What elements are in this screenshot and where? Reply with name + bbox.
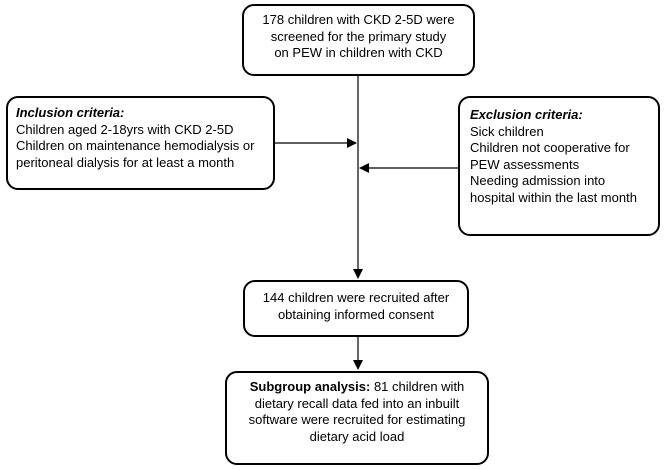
inclusion-line-2: Children on maintenance hemodialysis or [16, 138, 255, 153]
exclusion-heading: Exclusion criteria: [470, 107, 583, 122]
screened-line-3: on PEW in children with CKD [274, 45, 443, 60]
exclusion-criteria-box [458, 96, 660, 236]
exclusion-line-2: Children not cooperative for [470, 140, 630, 155]
inclusion-line-1: Children aged 2-18yrs with CKD 2-5D [16, 121, 234, 137]
exclusion-line-4: Needing admission into [470, 173, 606, 188]
screened-box [242, 4, 475, 76]
exclusion-line-5: hospital within the last month [470, 189, 637, 205]
subgroup-heading: Subgroup analysis: [249, 379, 371, 394]
recruited-box [243, 280, 469, 337]
exclusion-line-3: PEW assessments [470, 156, 580, 172]
subgroup-line-4: dietary acid load [309, 428, 405, 444]
subgroup-analysis-box [225, 371, 489, 465]
exclusion-line-1: Sick children [470, 123, 544, 139]
screened-line-1: 178 children with CKD 2-5D were [262, 12, 455, 27]
inclusion-criteria-box [6, 96, 275, 190]
inclusion-heading: Inclusion criteria: [16, 105, 125, 120]
subgroup-line-3: software were recruited for estimating [248, 412, 466, 427]
subgroup-line-1-rest: 81 children with [370, 379, 465, 394]
recruited-line-2: obtaining informed consent [277, 306, 435, 322]
recruited-line-1: 144 children were recruited after [262, 290, 450, 305]
subgroup-line-2: dietary recall data fed into an inbuilt [254, 395, 460, 411]
inclusion-line-3: peritoneal dialysis for at least a month [16, 154, 235, 170]
subgroup-line-1 [231, 379, 483, 396]
screened-line-2: screened for the primary study [270, 28, 447, 44]
